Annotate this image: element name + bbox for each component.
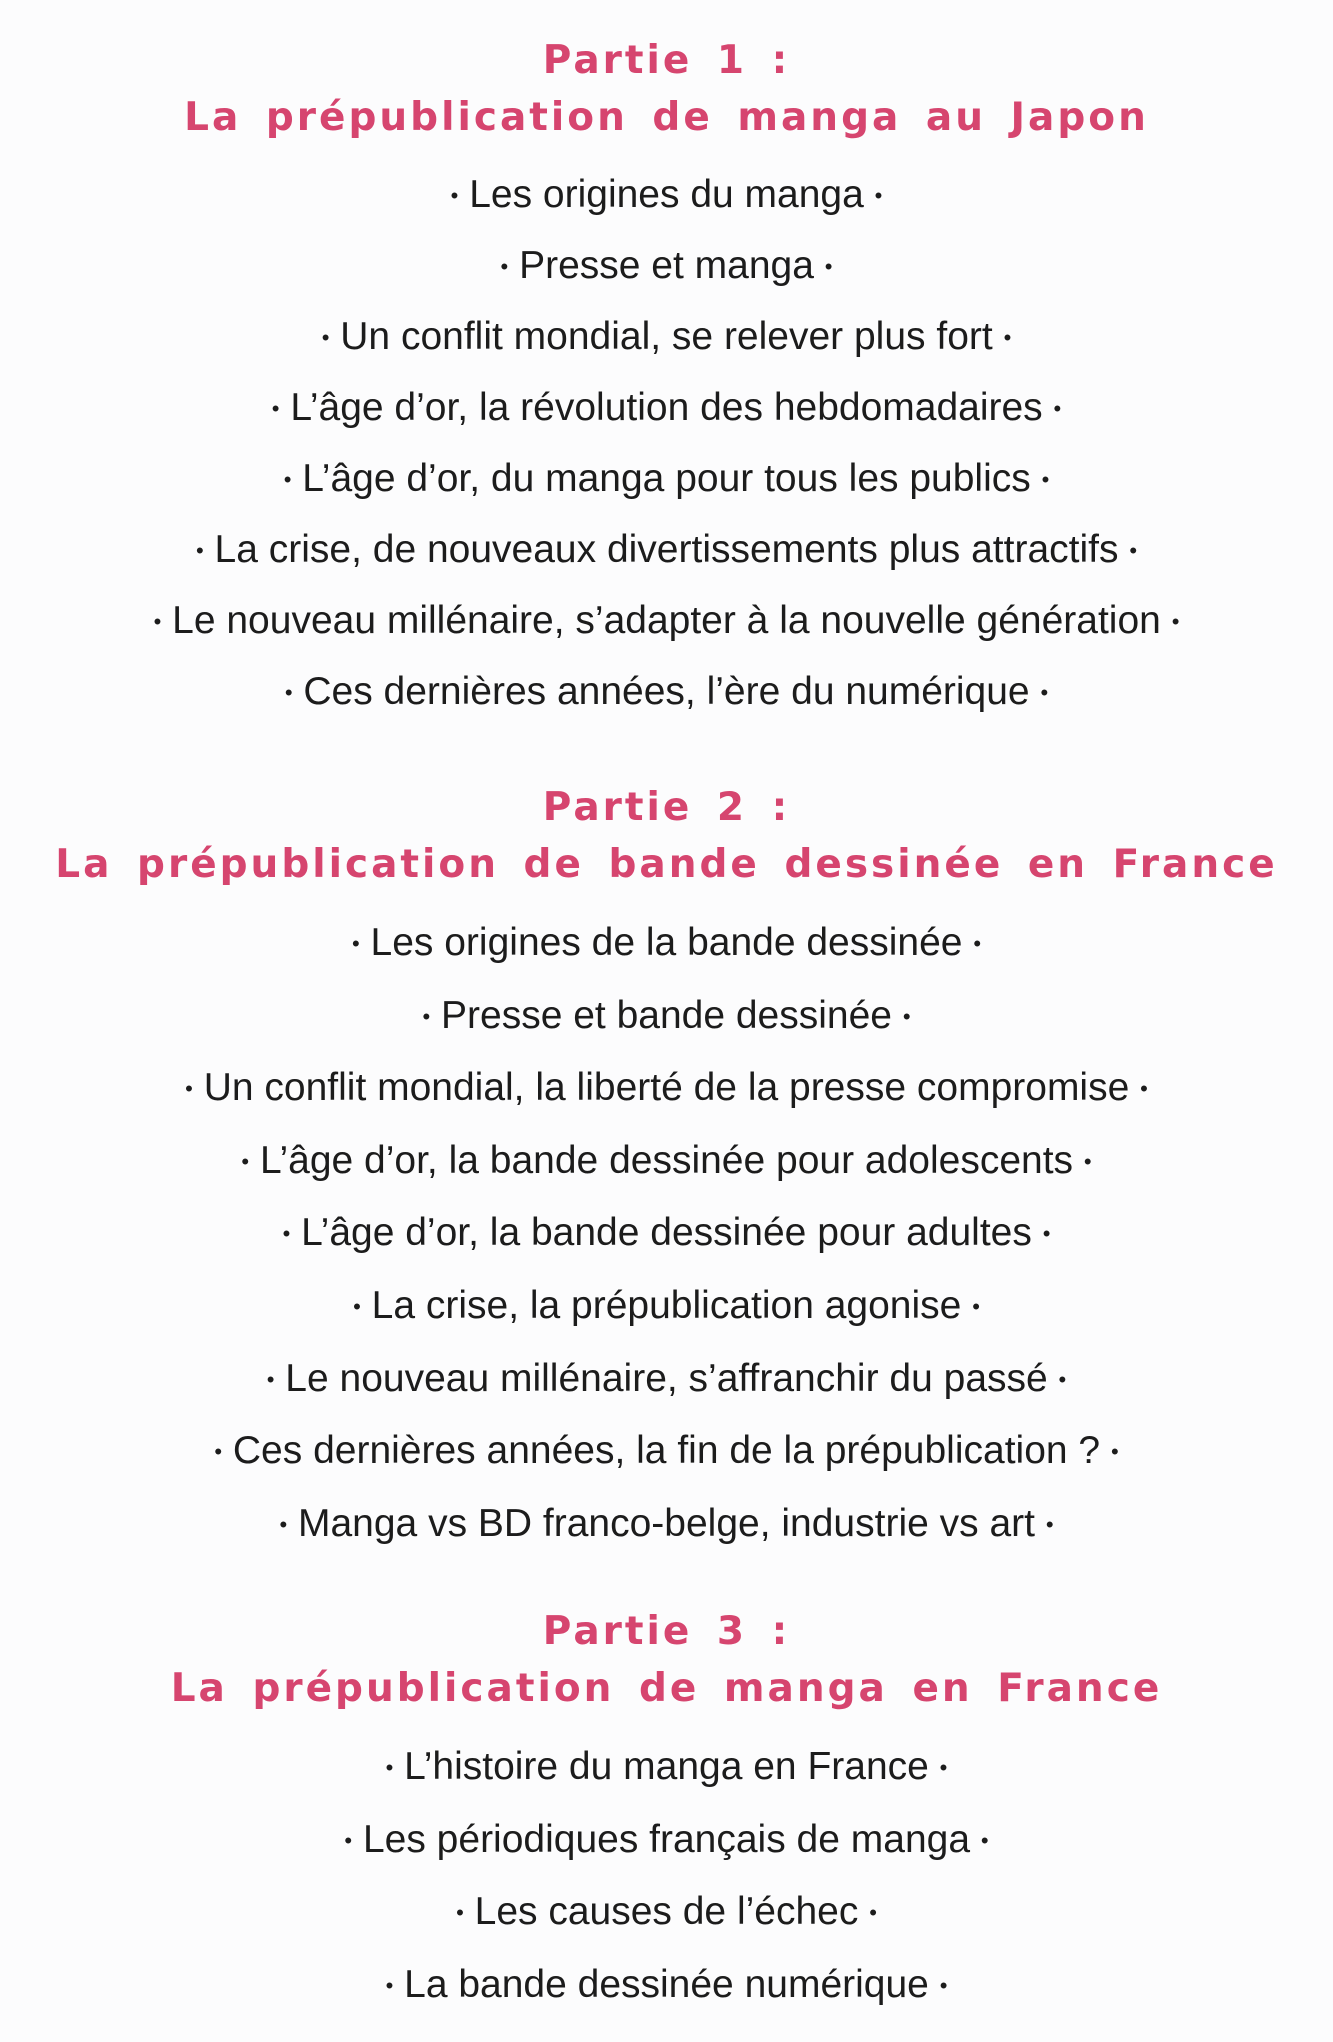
bullet-right: • bbox=[1003, 325, 1012, 350]
bullet-left: • bbox=[344, 1827, 353, 1853]
bullet-right: • bbox=[1083, 1148, 1092, 1174]
chapter-title: Les origines du manga bbox=[469, 173, 864, 216]
list-item bbox=[0, 444, 1333, 515]
bullet-right: • bbox=[874, 183, 883, 208]
bullet-left: • bbox=[214, 1439, 223, 1465]
bullet-right: • bbox=[1110, 1439, 1119, 1465]
section-part-3 bbox=[0, 1603, 1333, 2021]
list-item bbox=[0, 586, 1333, 657]
bullet-right: • bbox=[1129, 538, 1138, 563]
list-item bbox=[0, 160, 1333, 231]
part-number: Partie 1 : bbox=[542, 38, 791, 83]
bullet-left: • bbox=[385, 1972, 394, 1998]
bullet-left: • bbox=[279, 1511, 288, 1537]
list-item bbox=[0, 1270, 1333, 1343]
list-item bbox=[0, 1197, 1333, 1270]
chapter-title: Manga vs BD franco-belge, industrie vs art bbox=[297, 1501, 1035, 1545]
section-part-2 bbox=[0, 779, 1333, 1560]
bullet-left: • bbox=[500, 254, 509, 279]
bullet-right: • bbox=[1042, 1221, 1051, 1247]
bullet-left: • bbox=[385, 1755, 394, 1780]
chapter-title: La bande dessinée numérique bbox=[404, 1962, 929, 2006]
bullet-right: • bbox=[1045, 1511, 1054, 1537]
chapter-title: Un conflit mondial, se relever plus fort bbox=[340, 315, 993, 358]
chapter-title: Le nouveau millénaire, s’affranchir du passé bbox=[285, 1356, 1048, 1400]
section-part-1 bbox=[0, 32, 1333, 728]
bullet-left: • bbox=[456, 1900, 464, 1926]
bullet-left: • bbox=[271, 396, 280, 421]
list-item bbox=[0, 515, 1333, 586]
chapter-list bbox=[0, 907, 1333, 1560]
bullet-left: • bbox=[282, 1221, 291, 1247]
part-title: La prépublication de manga en France bbox=[170, 1666, 1163, 1711]
bullet-right: • bbox=[824, 254, 833, 279]
part-number: Partie 3 : bbox=[542, 1609, 791, 1654]
list-item bbox=[0, 907, 1333, 980]
list-item bbox=[0, 1731, 1333, 1804]
chapter-title: La crise, de nouveaux divertissements plus attractifs bbox=[214, 528, 1119, 571]
bullet-left: • bbox=[422, 1003, 431, 1029]
bullet-right: • bbox=[1053, 396, 1062, 421]
chapter-title: Ces dernières années, l’ère du numérique bbox=[303, 670, 1030, 713]
part-title: La prépublication de manga au Japon bbox=[184, 95, 1149, 140]
chapter-title: Ces dernières années, la fin de la prépublication ? bbox=[232, 1429, 1101, 1473]
bullet-left: • bbox=[153, 609, 162, 634]
list-item bbox=[0, 980, 1333, 1053]
chapter-title: L’âge d’or, du manga pour tous les publics bbox=[302, 457, 1031, 500]
list-item bbox=[0, 1052, 1333, 1125]
bullet-left: • bbox=[283, 467, 292, 492]
list-item bbox=[0, 1125, 1333, 1198]
part-number: Partie 2 : bbox=[542, 785, 791, 830]
list-item bbox=[0, 1343, 1333, 1416]
list-item bbox=[0, 1488, 1333, 1561]
bullet-left: • bbox=[195, 538, 204, 563]
bullet-right: • bbox=[1171, 609, 1180, 634]
chapter-title: L’histoire du manga en France bbox=[404, 1745, 929, 1788]
chapter-title: Les causes de l’échec bbox=[474, 1890, 859, 1934]
bullet-left: • bbox=[284, 680, 293, 705]
list-item bbox=[0, 302, 1333, 373]
bullet-right: • bbox=[1058, 1366, 1067, 1392]
chapter-title: Presse et manga bbox=[519, 244, 814, 287]
bullet-right: • bbox=[980, 1827, 989, 1853]
chapter-title: La crise, la prépublication agonise bbox=[371, 1283, 962, 1327]
chapter-title: Presse et bande dessinée bbox=[441, 993, 892, 1037]
bullet-left: • bbox=[353, 1293, 361, 1319]
list-item bbox=[0, 1949, 1333, 2022]
chapter-title: Le nouveau millénaire, s’adapter à la nouvelle génération bbox=[172, 599, 1161, 642]
bullet-right: • bbox=[939, 1972, 948, 1998]
list-item bbox=[0, 1415, 1333, 1488]
bullet-left: • bbox=[351, 931, 360, 956]
list-item bbox=[0, 657, 1333, 728]
bullet-right: • bbox=[869, 1900, 877, 1926]
bullet-right: • bbox=[1140, 1076, 1148, 1102]
chapter-list bbox=[0, 160, 1333, 728]
list-item bbox=[0, 1876, 1333, 1949]
bullet-left: • bbox=[450, 183, 459, 208]
bullet-right: • bbox=[973, 931, 982, 956]
bullet-left: • bbox=[321, 325, 330, 350]
chapter-title: L’âge d’or, la bande dessinée pour adolescents bbox=[259, 1138, 1074, 1182]
chapter-title: Les origines de la bande dessinée bbox=[370, 921, 963, 964]
bullet-right: • bbox=[939, 1755, 948, 1780]
bullet-right: • bbox=[902, 1003, 911, 1029]
chapter-title: Un conflit mondial, la liberté de la presse compromise bbox=[203, 1066, 1130, 1110]
bullet-right: • bbox=[1040, 680, 1049, 705]
bullet-left: • bbox=[241, 1148, 250, 1174]
chapter-title: L’âge d’or, la révolution des hebdomadaires bbox=[290, 386, 1043, 429]
list-item bbox=[0, 231, 1333, 302]
bullet-right: • bbox=[972, 1293, 980, 1319]
bullet-left: • bbox=[185, 1076, 193, 1102]
list-item bbox=[0, 373, 1333, 444]
bullet-right: • bbox=[1041, 467, 1050, 492]
list-item bbox=[0, 1804, 1333, 1877]
chapter-list bbox=[0, 1731, 1333, 2021]
part-title: La prépublication de bande dessinée en France bbox=[55, 842, 1278, 887]
chapter-title: Les périodiques français de manga bbox=[362, 1817, 971, 1861]
chapter-title: L’âge d’or, la bande dessinée pour adultes bbox=[301, 1211, 1032, 1255]
bullet-left: • bbox=[266, 1366, 275, 1392]
